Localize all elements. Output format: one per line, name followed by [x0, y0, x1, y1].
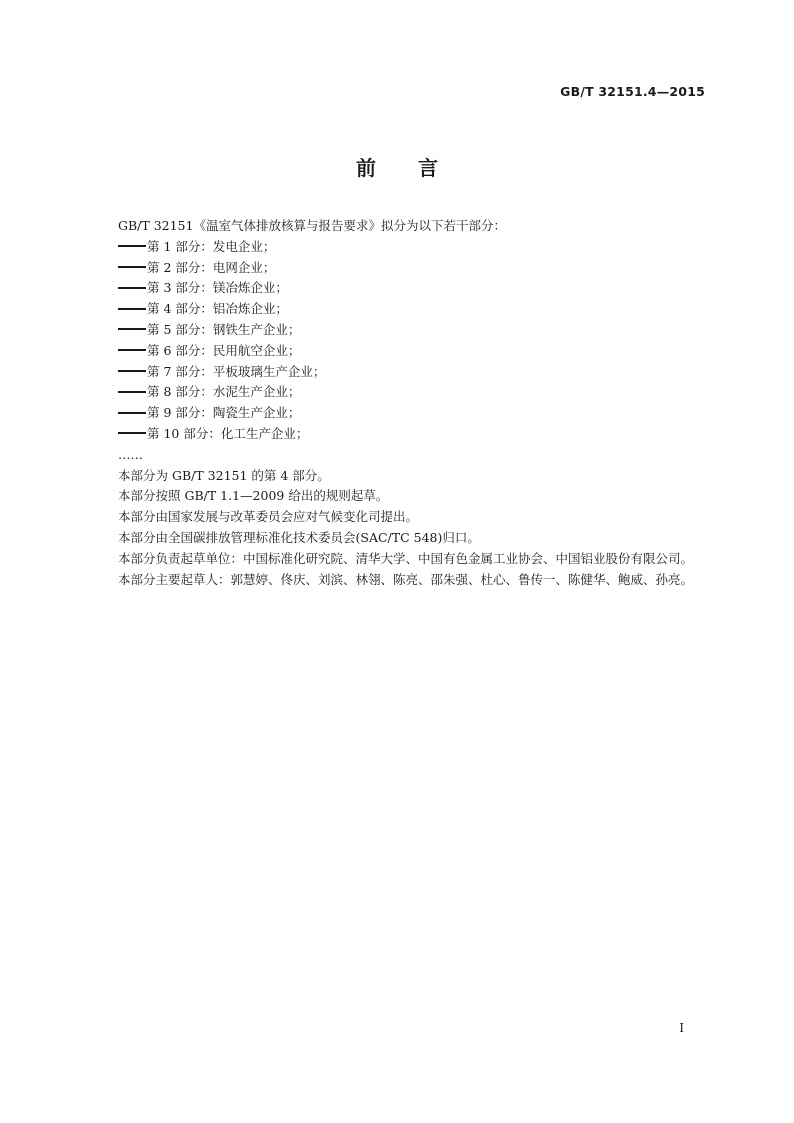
em-dash-mark [118, 308, 146, 310]
em-dash-mark [118, 266, 146, 268]
list-item: 第 1 部分：发电企业； [90, 237, 706, 258]
list-item: 第 10 部分：化工生产企业； [90, 424, 706, 445]
list-item: 第 7 部分：平板玻璃生产企业； [90, 362, 706, 383]
foreword-content [90, 216, 706, 590]
list-item: 第 6 部分：民用航空企业； [90, 341, 706, 362]
part-number-paragraph: 本部分为 GB/T 32151 的第 4 部分。 [118, 467, 330, 483]
em-dash-mark [118, 412, 146, 414]
list-item: 第 8 部分：水泥生产企业； [90, 382, 706, 403]
em-dash-mark [118, 391, 146, 393]
list-ellipsis: …… [118, 446, 143, 462]
drafting-units-paragraph: 本部分负责起草单位：中国标准化研究院、清华大学、中国有色金属工业协会、中国铝业股份有限公司。 [118, 550, 694, 566]
em-dash-mark [118, 349, 146, 351]
em-dash-mark [118, 370, 146, 372]
page-number: I [679, 1021, 684, 1035]
page-title: 前言 [356, 156, 480, 180]
list-item: 第 2 部分：电网企业； [90, 258, 706, 279]
list-item: 第 4 部分：铝冶炼企业； [90, 299, 706, 320]
proposer-paragraph: 本部分由国家发展与改革委员会应对气候变化司提出。 [118, 509, 419, 525]
committee-paragraph: 本部分由全国碳排放管理标准化技术委员会(SAC/TC 548)归口。 [118, 529, 480, 545]
intro-paragraph: GB/T 32151《温室气体排放核算与报告要求》拟分为以下若干部分： [118, 218, 506, 233]
em-dash-mark [118, 432, 146, 434]
list-item: 第 9 部分：陶瓷生产企业； [90, 403, 706, 424]
parts-list [90, 237, 706, 445]
drafters-paragraph: 本部分主要起草人：郭慧婷、佟庆、刘滨、林翎、陈亮、邵朱强、杜心、鲁传一、陈健华、鲍威、孙亮。 [118, 571, 694, 587]
em-dash-mark [118, 287, 146, 289]
em-dash-mark [118, 245, 146, 247]
standard-number: GB/T 32151.4—2015 [560, 84, 705, 99]
list-item: 第 3 部分：镁冶炼企业； [90, 278, 706, 299]
em-dash-mark [118, 328, 146, 330]
drafting-rules-paragraph: 本部分按照 GB/T 1.1—2009 给出的规则起草。 [118, 488, 389, 504]
list-item: 第 5 部分：钢铁生产企业； [90, 320, 706, 341]
